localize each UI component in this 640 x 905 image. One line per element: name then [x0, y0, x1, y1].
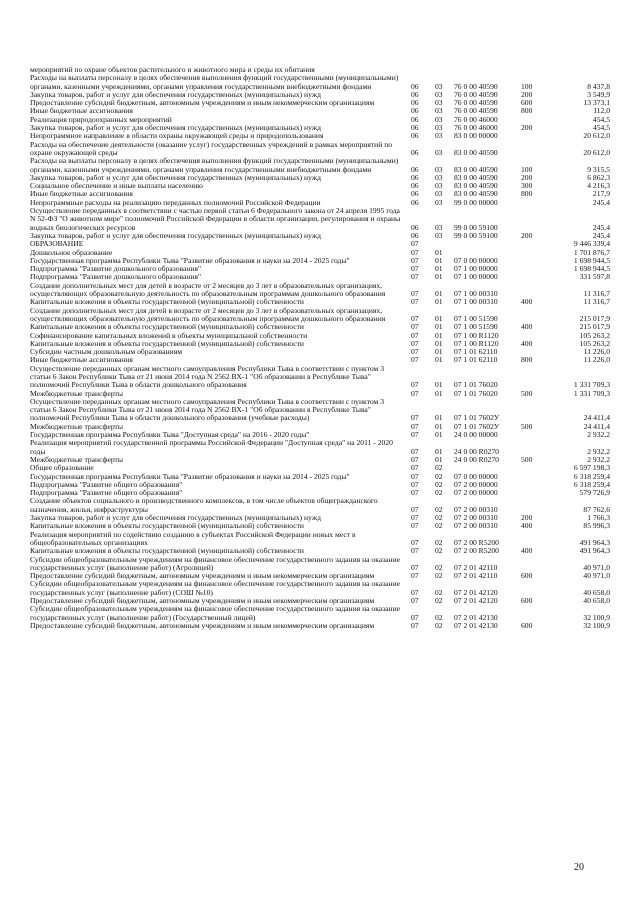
cell-target-article-code: 24 0 00 00000 [454, 430, 498, 440]
row-name: Расходы на выплаты персоналу в целях обеспечения выполнения функций государственными (муниципальными) органами, казенными учреждениями, органами управления государственными внебюджетными фондами [30, 156, 399, 174]
cell-target-article-code: 07 2 00 00310 [454, 504, 498, 514]
cell-amount: 105 263,2 [579, 330, 610, 340]
cell-amount: 245,4 [592, 197, 610, 207]
row-name: Закупка товаров, работ и услуг для обеспечения государственных (муниципальных) нужд [30, 89, 321, 99]
table-row [30, 365, 610, 390]
cell-amount: 2 932,2 [587, 446, 610, 456]
cell-section-code: 07 [411, 546, 419, 556]
cell-section-code: 06 [411, 222, 419, 232]
cell-subsection-code: 02 [435, 463, 443, 473]
cell-target-article-code: 76 0 00 40590 [454, 98, 498, 108]
cell-section-code: 06 [411, 147, 419, 157]
cell-target-article-code: 99 0 00 59100 [454, 230, 498, 240]
table-row [30, 556, 610, 573]
cell-amount: 1 701 876,7 [573, 247, 610, 257]
cell-amount: 491 964,3 [579, 546, 610, 556]
table-row [30, 622, 610, 630]
cell-subsection-code: 01 [435, 446, 443, 456]
cell-target-article-code: 07 1 01 62110 [454, 355, 498, 365]
cell-section-code: 06 [411, 89, 419, 99]
cell-subsection-code: 03 [435, 131, 443, 141]
cell-expense-type-code: 500 [521, 421, 533, 431]
cell-section-code: 07 [411, 463, 419, 473]
cell-section-code: 06 [411, 98, 419, 108]
table-row [30, 240, 610, 248]
cell-subsection-code: 03 [435, 98, 443, 108]
page-number: 20 [574, 862, 584, 873]
cell-target-article-code: 07 1 00 00000 [454, 264, 498, 274]
cell-section-code: 07 [411, 596, 419, 605]
cell-section-code: 07 [411, 504, 419, 514]
cell-subsection-code: 02 [435, 479, 443, 489]
cell-expense-type-code: 300 [521, 181, 533, 191]
row-name: Реализация мероприятий государственной программы Российской Федерации "Доступная среда" на 2011 - 2020 годы [30, 438, 393, 456]
table-row [30, 605, 610, 622]
cell-section-code: 07 [411, 297, 419, 307]
cell-section-code: 07 [411, 413, 419, 423]
cell-section-code: 06 [411, 189, 419, 199]
cell-expense-type-code: 200 [521, 172, 533, 182]
cell-subsection-code: 01 [435, 347, 443, 357]
cell-section-code: 07 [411, 537, 419, 547]
cell-section-code: 07 [411, 612, 419, 622]
cell-amount: 245,4 [592, 230, 610, 240]
row-name: Реализация мероприятий по содействию созданию в субъектах Российской Федерации новых мест в общеобразовательных организациях [30, 529, 356, 547]
cell-target-article-code: 07 2 00 R5200 [454, 537, 499, 547]
cell-expense-type-code: 400 [521, 297, 533, 307]
row-name: Осуществление переданных органам местного самоуправления Республики Тыва в соответствии с пунктом 3 статьи 6 Закон Республики Тыва от 21 июня 2014 года N 2562 ВХ-1 "Об образовании в Республике Тыва" полномочий Республики Тыва в области дошкольного образования [30, 363, 384, 390]
cell-subsection-code: 03 [435, 89, 443, 99]
cell-subsection-code: 01 [435, 330, 443, 340]
cell-target-article-code: 07 2 00 00310 [454, 521, 498, 531]
cell-amount: 40 971,0 [583, 562, 610, 572]
table-row [30, 232, 610, 240]
cell-section-code: 07 [411, 513, 419, 523]
cell-target-article-code: 76 0 00 40590 [454, 81, 498, 91]
cell-target-article-code: 24 0 00 R0270 [454, 454, 499, 464]
cell-target-article-code: 07 1 01 62110 [454, 347, 498, 357]
cell-section-code: 07 [411, 587, 419, 597]
cell-section-code: 07 [411, 388, 419, 398]
row-name: Государственная программа Республики Тыва "Развитие образования и науки на 2014 - 2025 годы" [30, 255, 350, 265]
cell-amount: 40 658,0 [583, 587, 610, 597]
cell-subsection-code: 02 [435, 521, 443, 531]
cell-target-article-code: 07 2 01 42110 [454, 562, 498, 572]
row-name: Софинансирование капитальных вложений в объекты муниципальной собственности [30, 330, 308, 340]
cell-amount: 1 698 944,5 [573, 255, 610, 265]
row-name: ОБРАЗОВАНИЕ [30, 239, 84, 249]
cell-subsection-code: 03 [435, 147, 443, 157]
cell-expense-type-code: 800 [521, 355, 533, 365]
cell-target-article-code: 07 1 01 7602У [454, 413, 500, 423]
cell-target-article-code: 07 1 01 76020 [454, 380, 498, 390]
cell-subsection-code: 02 [435, 612, 443, 622]
row-name: Субсидии общеобразовательным учреждениям на финансовое обеспечение государственного задания на оказание государственных услуг (выполнение работ) (СОШ №10) [30, 579, 401, 597]
cell-amount: 2 932,2 [587, 430, 610, 440]
cell-subsection-code: 03 [435, 222, 443, 232]
table-row [30, 74, 610, 91]
row-name: Создание дополнительных мест для детей в возрасте от 2 месяцев до 3 лет в образовательных организациях, осуществляющих образовательную деятельность по образовательным программам дошкольного образования [30, 305, 386, 323]
cell-subsection-code: 01 [435, 264, 443, 274]
cell-target-article-code: 83 0 00 00000 [454, 131, 498, 141]
cell-section-code: 07 [411, 330, 419, 340]
row-name: Межбюджетные трансферты [30, 421, 123, 431]
row-name: Государственная программа Республики Тыва "Доступная среда" на 2016 - 2020 годы" [30, 430, 310, 440]
table-row [30, 307, 610, 324]
cell-subsection-code: 01 [435, 289, 443, 299]
cell-section-code: 07 [411, 289, 419, 299]
cell-section-code: 07 [411, 421, 419, 431]
cell-target-article-code: 83 0 00 40590 [454, 164, 498, 174]
cell-amount: 1 331 709,3 [573, 380, 610, 390]
cell-amount: 1 331 709,3 [573, 388, 610, 398]
cell-expense-type-code: 600 [521, 98, 533, 108]
cell-amount: 32 100,9 [583, 620, 610, 630]
cell-target-article-code: 07 2 00 R5200 [454, 546, 499, 556]
cell-subsection-code: 02 [435, 620, 443, 630]
cell-expense-type-code: 100 [521, 164, 533, 174]
cell-expense-type-code: 400 [521, 322, 533, 332]
cell-amount: 20 612,0 [583, 131, 610, 141]
cell-subsection-code: 01 [435, 388, 443, 398]
cell-section-code: 07 [411, 355, 419, 365]
cell-section-code: 07 [411, 272, 419, 282]
cell-subsection-code: 03 [435, 123, 443, 133]
cell-subsection-code: 03 [435, 164, 443, 174]
cell-target-article-code: 83 0 00 40590 [454, 147, 498, 157]
cell-target-article-code: 76 0 00 46000 [454, 123, 498, 133]
cell-subsection-code: 02 [435, 596, 443, 605]
cell-subsection-code: 01 [435, 247, 443, 257]
row-name: Осуществление переданных в соответствии с частью первой статьи 6 Федерального закона от 24 апреля 1995 года N 52-ФЗ "О животном мире" полномочий Российской Федерации в области организации, регулирования и охраны водных биологических ресурсов [30, 206, 401, 232]
cell-section-code: 07 [411, 247, 419, 257]
cell-amount: 217,9 [592, 189, 610, 199]
table-row [30, 207, 610, 232]
cell-subsection-code: 01 [435, 421, 443, 431]
row-name: Капитальные вложения в объекты государственной (муниципальной) собственности [30, 297, 304, 307]
cell-section-code: 07 [411, 471, 419, 481]
row-name: Иные бюджетные ассигнования [30, 355, 133, 365]
cell-section-code: 07 [411, 313, 419, 323]
cell-subsection-code: 01 [435, 338, 443, 348]
cell-subsection-code: 03 [435, 114, 443, 124]
cell-target-article-code: 07 1 00 51590 [454, 322, 498, 332]
cell-amount: 1 698 944,5 [573, 264, 610, 274]
cell-amount: 454,5 [592, 123, 610, 133]
cell-section-code: 06 [411, 230, 419, 240]
cell-section-code: 07 [411, 239, 419, 249]
cell-amount: 24 411,4 [583, 413, 610, 423]
row-name: Иные бюджетные ассигнования [30, 106, 133, 116]
cell-expense-type-code: 800 [521, 106, 533, 116]
row-name: Субсидии частным дошкольным образованиям [30, 347, 183, 357]
cell-target-article-code: 07 2 01 42120 [454, 587, 498, 597]
cell-target-article-code: 07 2 01 42120 [454, 596, 498, 605]
row-name: Дошкольное образование [30, 247, 113, 257]
cell-amount: 6 862,3 [587, 172, 610, 182]
row-name: Закупка товаров, работ и услуг для обеспечения государственных (муниципальных) нужд [30, 513, 321, 523]
cell-subsection-code: 03 [435, 230, 443, 240]
cell-subsection-code: 02 [435, 537, 443, 547]
cell-amount: 11 316,7 [583, 297, 610, 307]
cell-target-article-code: 76 0 00 40590 [454, 106, 498, 116]
cell-expense-type-code: 600 [521, 596, 533, 605]
row-name: Государственная программа Республики Тыва "Развитие образования и науки на 2014 - 2025 годы" [30, 471, 350, 481]
cell-subsection-code: 02 [435, 546, 443, 556]
row-name: Капитальные вложения в объекты государственной (муниципальной) собственности [30, 546, 304, 556]
cell-section-code: 07 [411, 380, 419, 390]
cell-subsection-code: 02 [435, 571, 443, 581]
row-name: Закупка товаров, работ и услуг для обеспечения государственных (муниципальных) нужд [30, 172, 321, 182]
cell-section-code: 06 [411, 106, 419, 116]
row-name: Предоставление субсидий бюджетным, автономным учреждениям и иным некоммерческим организациям [30, 98, 375, 108]
cell-amount: 24 411,4 [583, 421, 610, 431]
cell-amount: 6 597 198,3 [573, 463, 610, 473]
cell-subsection-code: 01 [435, 297, 443, 307]
table-row [30, 282, 610, 299]
row-name: Подпрограмма "Развитие дошкольного образования" [30, 272, 202, 282]
row-name: Закупка товаров, работ и услуг для обеспечения государственных (муниципальных) нужд [30, 230, 321, 240]
table-row [30, 580, 610, 597]
cell-target-article-code: 07 2 01 42130 [454, 612, 498, 622]
cell-target-article-code: 07 0 00 00000 [454, 255, 498, 265]
cell-subsection-code: 02 [435, 513, 443, 523]
cell-subsection-code: 01 [435, 413, 443, 423]
cell-expense-type-code: 200 [521, 123, 533, 133]
cell-target-article-code: 07 0 00 00000 [454, 471, 498, 481]
cell-section-code: 06 [411, 81, 419, 91]
cell-section-code: 07 [411, 430, 419, 440]
cell-section-code: 06 [411, 172, 419, 182]
row-name: Подпрограмма "Развитие общего образования" [30, 488, 183, 498]
row-name: Подпрограмма "Развитие общего образования" [30, 479, 183, 489]
cell-section-code: 07 [411, 264, 419, 274]
cell-expense-type-code: 400 [521, 546, 533, 556]
row-name: Межбюджетные трансферты [30, 388, 123, 398]
row-name: Межбюджетные трансферты [30, 454, 123, 464]
cell-subsection-code: 01 [435, 454, 443, 464]
cell-target-article-code: 07 2 01 42130 [454, 620, 498, 630]
row-name: Предоставление субсидий бюджетным, автономным учреждениям и иным некоммерческим организациям [30, 571, 375, 581]
cell-amount: 11 316,7 [583, 289, 610, 299]
row-name: Общее образование [30, 463, 94, 473]
row-name: Капитальные вложения в объекты государственной (муниципальной) собственности [30, 322, 304, 332]
cell-amount: 85 996,3 [583, 521, 610, 531]
cell-subsection-code: 01 [435, 380, 443, 390]
cell-amount: 11 226,0 [583, 355, 610, 365]
cell-expense-type-code: 400 [521, 338, 533, 348]
row-name: Закупка товаров, работ и услуг для обеспечения государственных (муниципальных) нужд [30, 123, 321, 133]
cell-amount: 1 766,3 [587, 513, 610, 523]
cell-target-article-code: 07 1 00 R1120 [454, 330, 499, 340]
cell-amount: 215 017,9 [579, 322, 610, 332]
cell-amount: 3 549,9 [587, 89, 610, 99]
cell-amount: 105 263,2 [579, 338, 610, 348]
row-name: Реализация природоохранных мероприятий [30, 114, 172, 124]
row-name: Предоставление субсидий бюджетным, автономным учреждениям и иным некоммерческим организациям [30, 596, 375, 605]
cell-target-article-code: 99 0 00 59100 [454, 222, 498, 232]
cell-amount: 11 226,0 [583, 347, 610, 357]
cell-amount: 6 318 259,4 [573, 479, 610, 489]
row-name: Непрограммное направление в области охраны окружающей среды и природопользования [30, 131, 324, 141]
cell-amount: 2 932,2 [587, 454, 610, 464]
cell-expense-type-code: 800 [521, 189, 533, 199]
cell-target-article-code: 24 0 00 R0270 [454, 446, 499, 456]
row-name: Создание дополнительных мест для детей в возрасте от 2 месяцев до 3 лет в образовательных организациях, осуществляющих образовательную деятельность по образовательным программам дошкольного образования [30, 280, 386, 299]
cell-amount: 9 315,5 [587, 164, 610, 174]
table-row [30, 439, 610, 456]
cell-expense-type-code: 600 [521, 571, 533, 581]
cell-expense-type-code: 400 [521, 521, 533, 531]
cell-subsection-code: 03 [435, 172, 443, 182]
cell-expense-type-code: 500 [521, 388, 533, 398]
cell-target-article-code: 99 0 00 00000 [454, 197, 498, 207]
cell-subsection-code: 02 [435, 488, 443, 498]
cell-expense-type-code: 200 [521, 513, 533, 523]
cell-expense-type-code: 500 [521, 454, 533, 464]
cell-amount: 331 597,8 [579, 272, 610, 282]
cell-section-code: 07 [411, 454, 419, 464]
row-name: Предоставление субсидий бюджетным, автономным учреждениям и иным некоммерческим организациям [30, 620, 375, 630]
cell-section-code: 07 [411, 479, 419, 489]
cell-section-code: 07 [411, 255, 419, 265]
cell-subsection-code: 01 [435, 255, 443, 265]
cell-subsection-code: 02 [435, 562, 443, 572]
cell-target-article-code: 07 2 01 42110 [454, 571, 498, 581]
row-name: Иные бюджетные ассигнования [30, 189, 133, 199]
cell-target-article-code: 76 0 00 40590 [454, 89, 498, 99]
cell-amount: 4 216,3 [587, 181, 610, 191]
cell-target-article-code: 07 1 01 7602У [454, 421, 500, 431]
cell-subsection-code: 01 [435, 272, 443, 282]
cell-amount: 87 762,6 [583, 504, 610, 514]
cell-amount: 491 964,3 [579, 537, 610, 547]
cell-subsection-code: 02 [435, 587, 443, 597]
cell-section-code: 06 [411, 131, 419, 141]
row-name: Подпрограмма "Развитие дошкольного образования" [30, 264, 202, 274]
row-name: Субсидии общеобразовательным учреждениям на финансовое обеспечение государственного задания на оказание государственных услуг (выполнение работ) (Государственный лицей) [30, 604, 401, 622]
cell-target-article-code: 07 2 00 00000 [454, 488, 498, 498]
row-name: Капитальные вложения в объекты государственной (муниципальной) собственности [30, 521, 304, 531]
row-name: Социальное обеспечение и иные выплаты населению [30, 181, 203, 191]
table-row [30, 157, 610, 174]
row-name: Расходы на выплаты персоналу в целях обеспечения выполнения функций государственными (муниципальными) органами, казенными учреждениями, органами управления государственными внебюджетными фондами [30, 73, 399, 91]
cell-section-code: 07 [411, 446, 419, 456]
cell-section-code: 07 [411, 347, 419, 357]
row-name: Капитальные вложения в объекты государственной (муниципальной) собственности [30, 338, 304, 348]
cell-section-code: 06 [411, 164, 419, 174]
table-row [30, 531, 610, 548]
table-row [30, 141, 610, 158]
table-row [30, 398, 610, 423]
table-row [30, 456, 610, 464]
cell-amount: 20 612,0 [583, 147, 610, 157]
cell-amount: 579 726,9 [579, 488, 610, 498]
cell-subsection-code: 02 [435, 471, 443, 481]
cell-amount: 245,4 [592, 222, 610, 232]
cell-expense-type-code: 200 [521, 230, 533, 240]
cell-subsection-code: 01 [435, 430, 443, 440]
cell-amount: 112,0 [593, 106, 610, 116]
cell-target-article-code: 07 2 00 00310 [454, 513, 498, 523]
cell-section-code: 07 [411, 521, 419, 531]
cell-subsection-code: 03 [435, 189, 443, 199]
cell-section-code: 06 [411, 197, 419, 207]
cell-subsection-code: 03 [435, 81, 443, 91]
cell-section-code: 07 [411, 322, 419, 332]
cell-subsection-code: 02 [435, 504, 443, 514]
cell-amount: 40 658,0 [583, 596, 610, 605]
table-row [30, 497, 610, 514]
cell-amount: 13 373,1 [583, 98, 610, 108]
cell-expense-type-code: 200 [521, 89, 533, 99]
cell-target-article-code: 07 1 00 00310 [454, 297, 498, 307]
cell-target-article-code: 07 2 00 00000 [454, 479, 498, 489]
cell-target-article-code: 07 1 01 76020 [454, 388, 498, 398]
row-name: Субсидии общеобразовательным учреждениям на финансовое обеспечение государственного задания на оказание государственных услуг (выполнение работ) (Агролицей) [30, 554, 401, 572]
cell-amount: 8 437,8 [587, 81, 610, 91]
row-name: Осуществление переданных органам местного самоуправления Республики Тыва в соответствии с пунктом 3 статьи 6 Закон Республики Тыва от 21 июня 2014 года N 2562 ВХ-1 "Об образовании в Республике Тыва" полномочий Республики Тыва в области дошкольного образования (учебные расходы) [30, 396, 384, 423]
cell-section-code: 07 [411, 562, 419, 572]
cell-target-article-code: 76 0 00 46000 [454, 114, 498, 124]
cell-section-code: 07 [411, 571, 419, 581]
cell-section-code: 07 [411, 488, 419, 498]
cell-subsection-code: 03 [435, 181, 443, 191]
cell-target-article-code: 07 1 00 R1120 [454, 338, 499, 348]
cell-amount: 32 100,9 [583, 612, 610, 622]
cell-subsection-code: 01 [435, 355, 443, 365]
cell-target-article-code: 83 0 00 40590 [454, 172, 498, 182]
row-name: Расходы на обеспечение деятельности (оказание услуг) государственных учреждений в рамках мероприятий по охране окружающей среды [30, 139, 393, 157]
cell-amount: 215 017,9 [579, 313, 610, 323]
cell-amount: 9 446 339,4 [573, 239, 610, 249]
cell-target-article-code: 07 1 00 00000 [454, 272, 498, 282]
budget-table [30, 66, 610, 630]
cell-expense-type-code: 100 [521, 81, 533, 91]
cell-target-article-code: 07 1 00 51590 [454, 313, 498, 323]
cell-section-code: 06 [411, 114, 419, 124]
cell-amount: 454,5 [592, 114, 610, 124]
cell-amount: 40 971,0 [583, 571, 610, 581]
cell-section-code: 06 [411, 123, 419, 133]
cell-target-article-code: 07 1 00 00310 [454, 289, 498, 299]
cell-section-code: 07 [411, 338, 419, 348]
cell-section-code: 07 [411, 620, 419, 630]
row-name: Непрограммные расходы на реализацию переданных полномочий Российской Федерации [30, 197, 321, 207]
row-name: Создание объектов социального и производственного комплексов, в том числе объектов общегражданского назначения, жилья, инфраструктуры [30, 496, 378, 514]
cell-subsection-code: 03 [435, 197, 443, 207]
cell-subsection-code: 01 [435, 313, 443, 323]
cell-subsection-code: 01 [435, 322, 443, 332]
row-name: мероприятий по охране объектов растительного и животного мира и среды их обитания [30, 65, 315, 74]
cell-subsection-code: 03 [435, 106, 443, 116]
cell-target-article-code: 83 0 00 40590 [454, 181, 498, 191]
cell-section-code: 06 [411, 181, 419, 191]
cell-expense-type-code: 600 [521, 620, 533, 630]
cell-target-article-code: 83 0 00 40590 [454, 189, 498, 199]
cell-amount: 6 318 259,4 [573, 471, 610, 481]
